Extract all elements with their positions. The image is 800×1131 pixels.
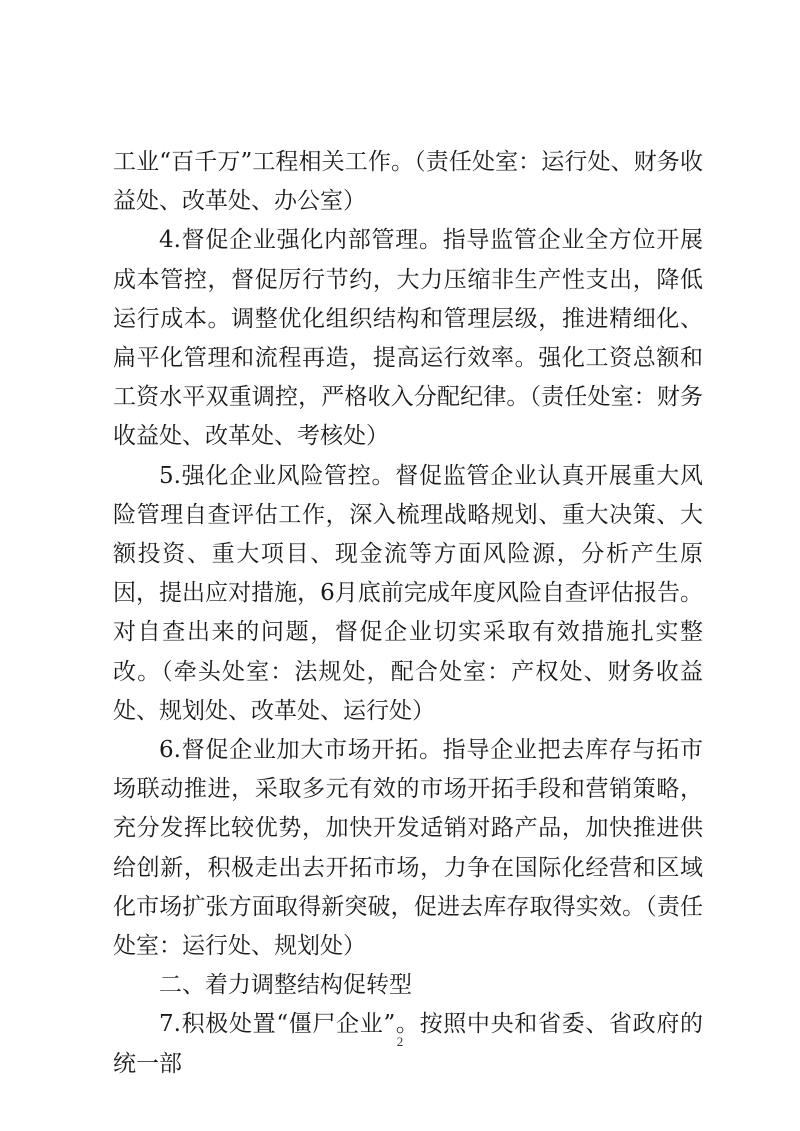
- paragraph-item-7: 7.积极处置“僵尸企业”。按照中央和省委、省政府的统一部: [113, 1011, 703, 1077]
- section-heading: 二、着力调整结构促转型: [159, 972, 412, 999]
- page-number: 2: [396, 1034, 404, 1049]
- paragraph-item-6: 6.督促企业加大市场开拓。指导企业把去库存与拓市场联动推进，采取多元有效的市场开拓手段和营销策略，充分发挥比较优势，加快开发适销对路产品，加快推进供给创新，积极走出去开拓市场，力争在国际化经营和区域化市场扩张方面取得新突破，促进去库存取得实效。（责任处室：运行处、规划处）: [113, 737, 703, 960]
- paragraph-item-4: 4.督促企业强化内部管理。指导监管企业全方位开展成本管控，督促厉行节约，大力压缩非生产性支出，降低运行成本。调整优化组织结构和管理层级，推进精细化、扁平化管理和流程再造，提高运行效率。强化工资总额和工资水平双重调控，严格收入分配纪律。（责任处室：财务收益处、改革处、考核处）: [113, 227, 703, 450]
- paragraph-item-5: 5.强化企业风险管控。督促监管企业认真开展重大风险管理自查评估工作，深入梳理战略规划、重大决策、大额投资、重大项目、现金流等方面风险源，分析产生原因，提出应对措施，6月底前完成年度风险自查评估报告。对自查出来的问题，督促企业切实采取有效措施扎实整改。（牵头处室：法规处，配合处室：产权处、财务收益处、规划处、改革处、运行处）: [113, 462, 703, 724]
- paragraph-continuation: 工业“百千万”工程相关工作。（责任处室：运行处、财务收益处、改革处、办公室）: [113, 149, 703, 215]
- document-body: [113, 143, 703, 1084]
